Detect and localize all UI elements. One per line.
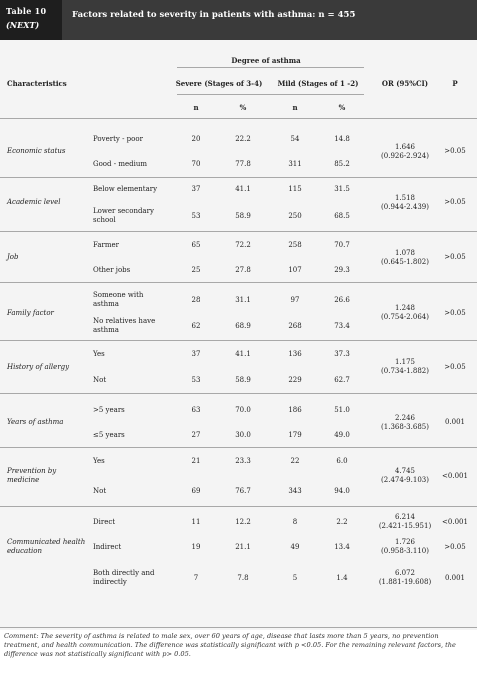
p-value: >0.05 [444, 198, 466, 206]
group-label: education [7, 547, 42, 555]
or-ci: 1.078 [394, 248, 416, 257]
header-characteristics: Characteristics [7, 79, 67, 88]
data-table [0, 40, 477, 630]
severe-pct: 7.8 [237, 573, 249, 582]
row-label: asthma [93, 326, 119, 334]
row-label: Both directly and [93, 569, 155, 577]
row-label: Not [93, 486, 107, 495]
severe-pct: 58.9 [235, 211, 251, 220]
severe-n: 37 [191, 349, 201, 358]
header-severe-n: n [193, 103, 199, 112]
group-divider [0, 231, 477, 232]
or-ci: (2.474-9.103) [381, 476, 429, 484]
mild-n: 49 [290, 542, 300, 551]
mild-pct: 68.5 [334, 211, 350, 220]
table-next: (NEXT) [6, 20, 40, 30]
mild-n: 8 [292, 517, 298, 526]
mild-n: 229 [288, 375, 302, 384]
severe-pct: 68.9 [235, 321, 251, 330]
table-header [0, 0, 477, 40]
row-label: Lower secondary [93, 207, 154, 215]
p-value: >0.05 [444, 147, 466, 155]
or-ci: (0.734-1.882) [381, 367, 429, 375]
severe-pct: 21.1 [235, 542, 251, 551]
severe-n: 69 [191, 486, 201, 495]
p-value: 0.001 [444, 418, 466, 426]
severe-pct: 30.0 [235, 430, 251, 439]
severe-n: 19 [191, 542, 201, 551]
table-title: Factors related to severity in patients with asthma: n = 455 [72, 10, 356, 20]
row-label: No relatives have [93, 317, 156, 325]
severe-n: 37 [191, 184, 201, 193]
mild-pct: 73.4 [334, 321, 350, 330]
mild-pct: 94.0 [334, 486, 350, 495]
mild-n: 107 [288, 265, 302, 274]
row-label: >5 years [93, 405, 125, 414]
mild-pct: 29.3 [334, 265, 350, 274]
row-label: Poverty - poor [93, 134, 143, 143]
mild-pct: 14.8 [334, 134, 350, 143]
mild-n: 186 [288, 405, 302, 414]
group-label: Years of asthma [7, 418, 64, 426]
row-label: school [93, 216, 116, 224]
group-divider [0, 506, 477, 507]
or-ci: 1.175 [394, 358, 416, 366]
severe-n: 28 [191, 295, 201, 304]
or-ci: (0.926-2.924) [381, 151, 429, 160]
group-divider [0, 282, 477, 283]
severe-pct: 70.0 [235, 405, 251, 414]
table-comment: Comment: The severity of asthma is related to male sex, over 60 years of age, disease that lasts more than 5 years, no prevention treatment, and health communication. The difference was statistically significant with p <0.05. For the remaining relevant factors, the difference was not statistically significant with p> 0.05. [4, 632, 456, 658]
p-value: >0.05 [444, 308, 466, 317]
severe-pct: 72.2 [235, 240, 251, 249]
or-ci: (0.944-2.439) [381, 202, 429, 211]
row-label: Below elementary [93, 184, 158, 193]
row-label: Yes [93, 456, 105, 465]
severe-n: 20 [191, 134, 201, 143]
mild-pct: 62.7 [334, 375, 350, 384]
severe-pct: 23.3 [235, 456, 251, 465]
group-divider [0, 177, 477, 178]
p-value: >0.05 [444, 253, 466, 261]
mild-n: 115 [288, 184, 302, 193]
or-ci: (1.368-3.685) [381, 422, 429, 431]
mild-pct: 70.7 [334, 240, 350, 249]
header-mild: Mild (Stages of 1 -2) [277, 79, 359, 88]
p-value: <0.001 [442, 517, 468, 526]
severe-n: 7 [193, 573, 199, 582]
header-bottom-rule [0, 118, 477, 119]
severe-n: 53 [191, 375, 201, 384]
group-label: Job [7, 253, 19, 261]
header-rule [177, 67, 364, 68]
mild-pct: 51.0 [334, 405, 350, 414]
severe-n: 27 [191, 430, 201, 439]
severe-pct: 12.2 [235, 517, 251, 526]
severe-n: 25 [191, 265, 201, 274]
row-label: asthma [93, 300, 119, 308]
row-label: Good - medium [93, 159, 147, 168]
header-or: OR (95%CI) [381, 79, 429, 88]
severe-n: 70 [191, 159, 201, 168]
or-ci: (0.754-2.064) [381, 313, 429, 321]
header-mild-n: n [292, 103, 298, 112]
mild-n: 54 [290, 134, 300, 143]
mild-n: 136 [288, 349, 302, 358]
mild-pct: 49.0 [334, 430, 350, 439]
severe-pct: 31.1 [235, 295, 251, 304]
or-ci: 6.072 [394, 569, 416, 577]
severe-pct: 41.1 [235, 349, 251, 358]
mild-n: 5 [292, 573, 298, 582]
p-value: >0.05 [444, 542, 466, 551]
severe-n: 53 [191, 211, 201, 220]
severe-pct: 22.2 [235, 134, 251, 143]
mild-pct: 13.4 [334, 542, 350, 551]
group-label: Prevention by [7, 467, 57, 475]
or-ci: 6.214 [394, 513, 416, 521]
severe-n: 62 [191, 321, 201, 330]
group-label: Family factor [7, 308, 54, 317]
or-ci: 1.518 [394, 193, 416, 202]
header-degree: Degree of asthma [231, 56, 301, 65]
mild-n: 22 [290, 456, 300, 465]
severe-pct: 41.1 [235, 184, 251, 193]
mild-n: 97 [290, 295, 300, 304]
or-ci: 1.646 [394, 142, 416, 151]
severe-n: 63 [191, 405, 201, 414]
mild-pct: 2.2 [336, 517, 348, 526]
mild-n: 311 [288, 159, 302, 168]
mild-n: 343 [288, 486, 302, 495]
group-label: Economic status [7, 147, 66, 155]
mild-n: 258 [288, 240, 302, 249]
header-p: P [452, 79, 458, 88]
group-divider [0, 340, 477, 341]
or-ci: 1.726 [394, 538, 416, 546]
row-label: Direct [93, 517, 116, 526]
row-label: ≤5 years [93, 430, 125, 439]
severe-n: 11 [191, 517, 201, 526]
group-divider [0, 447, 477, 448]
row-label: Not [93, 375, 107, 384]
or-ci: (1.881-19.608) [378, 578, 432, 586]
or-ci: 4.745 [394, 467, 416, 475]
group-label: Communicated health [7, 538, 86, 546]
severe-n: 21 [191, 456, 201, 465]
group-label: medicine [7, 476, 40, 484]
row-label: Yes [93, 349, 105, 358]
severe-n: 65 [191, 240, 201, 249]
header-rule [177, 94, 364, 95]
severe-pct: 58.9 [235, 375, 251, 384]
row-label: Indirect [93, 542, 122, 551]
or-ci: 1.248 [394, 304, 416, 312]
group-divider [0, 393, 477, 394]
p-value: >0.05 [444, 362, 466, 371]
severe-pct: 77.8 [235, 159, 251, 168]
group-label: History of allergy [7, 362, 70, 371]
header-severe-pct: % [239, 103, 247, 112]
mild-pct: 31.5 [334, 184, 350, 193]
p-value: <0.001 [442, 471, 468, 480]
row-label: Farmer [93, 240, 120, 249]
row-label: Someone with [93, 291, 144, 299]
header-severe: Severe (Stages of 3-4) [175, 79, 263, 88]
table-label: Table 10 [6, 6, 47, 16]
severe-pct: 76.7 [235, 486, 251, 495]
or-ci: (0.958-3.110) [381, 547, 429, 555]
table-label-box [0, 0, 62, 40]
row-label: indirectly [93, 578, 127, 586]
mild-pct: 26.6 [334, 295, 350, 304]
row-label: Other jobs [93, 265, 131, 274]
mild-pct: 37.3 [334, 349, 350, 358]
table-title-box [62, 0, 477, 40]
or-ci: (0.645-1.802) [381, 257, 429, 266]
mild-n: 250 [288, 211, 302, 220]
header-mild-pct: % [338, 103, 346, 112]
or-ci: (2.421-15.951) [378, 522, 432, 530]
mild-n: 179 [288, 430, 302, 439]
mild-pct: 6.0 [336, 456, 348, 465]
mild-pct: 85.2 [334, 159, 350, 168]
severe-pct: 27.8 [235, 265, 251, 274]
mild-n: 268 [288, 321, 302, 330]
mild-pct: 1.4 [336, 573, 348, 582]
group-label: Academic level [7, 198, 61, 206]
p-value: 0.001 [444, 573, 466, 582]
table-bottom-rule [0, 627, 477, 628]
or-ci: 2.246 [394, 413, 416, 422]
